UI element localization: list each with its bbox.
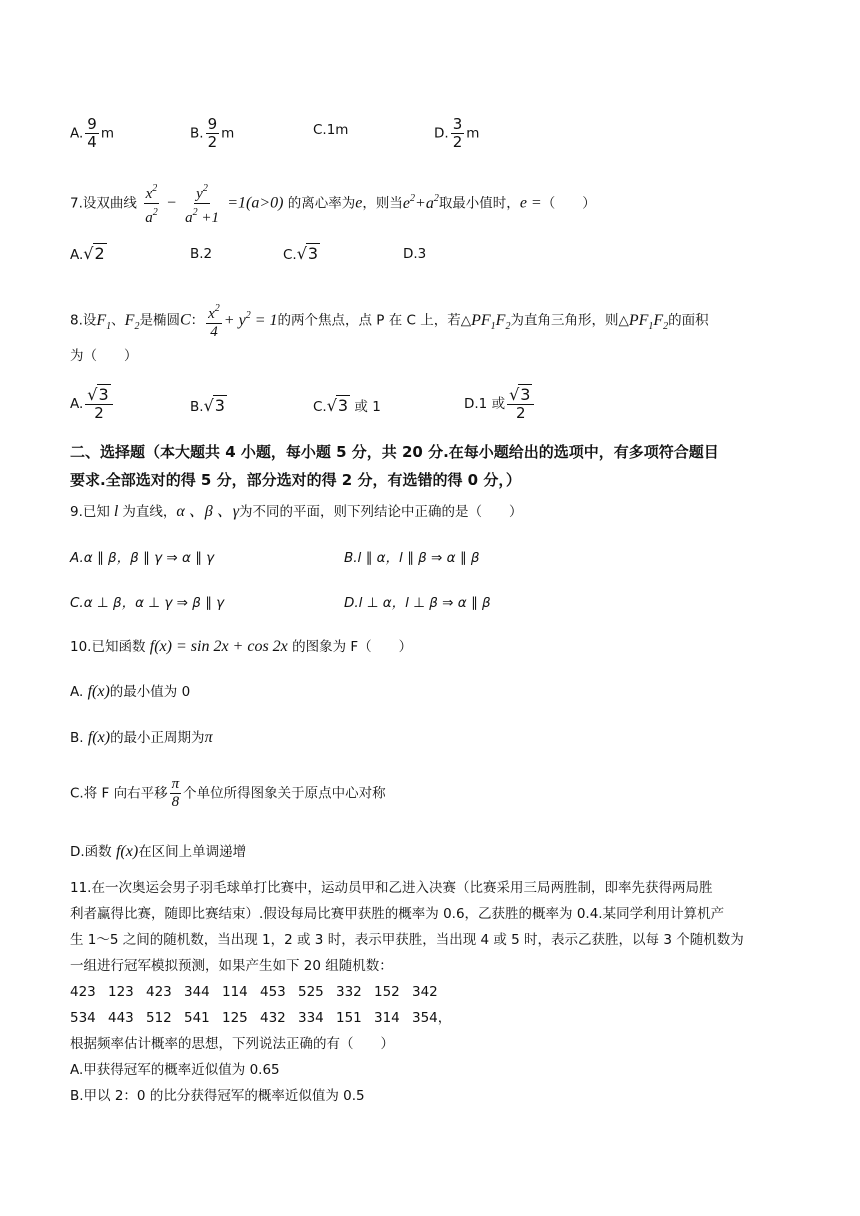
q9-option-a: A.α ∥ β，β ∥ γ ⇒ α ∥ γ bbox=[70, 550, 215, 566]
q10-option-a: A. f(x)的最小值为 0 bbox=[70, 683, 191, 700]
q6-option-b: B. $\frac{9}{2}$ m bbox=[190, 115, 235, 151]
q8-option-a: A. $\frac{√3}{2}$ bbox=[70, 386, 115, 422]
q8-option-c: C.√3 或 1 bbox=[313, 396, 381, 415]
q10-option-c: C.将 F 向右平移 $\frac{\pi}{8}$ 个单位所得图象关于原点中心对称 bbox=[70, 776, 386, 810]
q11-option-b: B.甲以 2：0 的比分获得冠军的概率近似值为 0.5 bbox=[70, 1088, 365, 1104]
q11-stem-line4: 一组进行冠军模拟预测，如果产生如下 20 组随机数： bbox=[70, 958, 393, 974]
q6-option-d: D. $\frac{3}{2}$ m bbox=[434, 115, 480, 151]
q8-option-b: B.√3 bbox=[190, 396, 225, 415]
q9-option-d: D.l ⊥ α，l ⊥ β ⇒ α ∥ β bbox=[344, 595, 491, 611]
q7-option-b: B.2 bbox=[190, 246, 213, 262]
q8-stem: 8.设$F_1$、$F_2$是椭圆C： $\frac{x^2}{4}$ + $y^2 = 1$的两个焦点，点 P 在 C 上，若$\triangle PF_1F_2$为直角三角形，则$\triangle PF_1F_2$的面积 bbox=[70, 300, 709, 341]
q9-option-c: C.α ⊥ β，α ⊥ γ ⇒ β ∥ γ bbox=[70, 595, 225, 611]
q11-stem-line2: 利者赢得比赛，随即比赛结束）.假设每局比赛甲获胜的概率为 0.6，乙获胜的概率为 0.4.某同学利用计算机产 bbox=[70, 906, 725, 922]
q8-stem-cont: 为（ ） bbox=[70, 348, 138, 364]
q6-option-a: A. $\frac{9}{4}$ m bbox=[70, 115, 114, 151]
q10-stem: 10.已知函数 f(x) = sin 2x + cos 2x 的图象为 F（ ） bbox=[70, 638, 413, 655]
q10-option-b: B. f(x)的最小正周期为π bbox=[70, 729, 213, 746]
q10-option-d: D.函数 f(x)在区间上单调递增 bbox=[70, 843, 247, 860]
section2-heading-line2: 要求.全部选对的得 5 分，部分选对的得 2 分，有选错的得 0 分，） bbox=[70, 471, 521, 489]
q11-prompt: 根据频率估计概率的思想，下列说法正确的有（ ） bbox=[70, 1036, 394, 1052]
q6-option-c: C.1m bbox=[313, 122, 349, 138]
q11-option-a: A.甲获得冠军的概率近似值为 0.65 bbox=[70, 1062, 280, 1078]
q7-option-d: D.3 bbox=[403, 246, 427, 262]
q8-option-d: D.1 或 $\frac{√3}{2}$ bbox=[464, 386, 536, 422]
q7-option-a: A.√2 bbox=[70, 244, 105, 263]
q11-stem-line3: 生 1～5 之间的随机数，当出现 1，2 或 3 时，表示甲获胜，当出现 4 或 5 时，表示乙获胜，以每 3 个随机数为 bbox=[70, 932, 744, 948]
random-numbers-row1: 423 123 423 344 114 453 525 332 152 342 bbox=[70, 984, 438, 1000]
q9-option-b: B.l ∥ α，l ∥ β ⇒ α ∥ β bbox=[344, 550, 480, 566]
section2-heading-line1: 二、选择题（本大题共 4 小题，每小题 5 分，共 20 分.在每小题给出的选项中，有多项符合题目 bbox=[70, 443, 719, 461]
q9-stem: 9.已知 l 为直线，α 、β 、γ为不同的平面，则下列结论中正确的是（ ） bbox=[70, 503, 523, 520]
q7-option-c: C.√3 bbox=[283, 244, 319, 263]
q7-stem: 7.设双曲线 $\frac{x^2}{a^2}$ − $\frac{y^2}{a^2 +1}$ =1(a>0) 的离心率为e，则当$e^2+a^2$取最小值时，e =（ ） bbox=[70, 180, 596, 227]
random-numbers-row2: 534 443 512 541 125 432 334 151 314 354， bbox=[70, 1010, 452, 1026]
q11-stem-line1: 11.在一次奥运会男子羽毛球单打比赛中，运动员甲和乙进入决赛（比赛采用三局两胜制，即率先获得两局胜 bbox=[70, 880, 713, 896]
